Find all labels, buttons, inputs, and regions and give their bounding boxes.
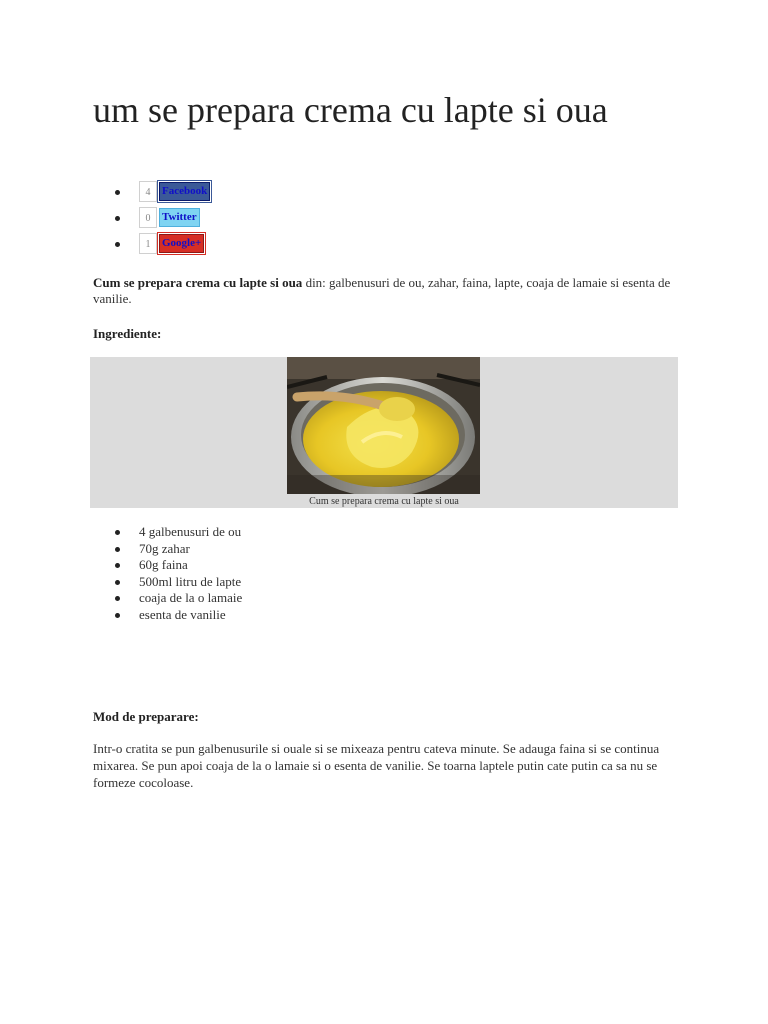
- list-bullet: [115, 190, 120, 195]
- cream-photo: [287, 357, 480, 494]
- ingredient-item: [93, 574, 242, 591]
- ingredient-text: 60g faina: [139, 557, 188, 573]
- share-list: [93, 180, 210, 258]
- method-heading: Mod de preparare:: [93, 709, 199, 724]
- figure-caption: Cum se prepara crema cu lapte si oua: [309, 496, 459, 507]
- ingredient-item: [93, 557, 242, 574]
- googleplus-share-button[interactable]: Google+: [159, 234, 204, 253]
- share-item-twitter: [93, 206, 210, 229]
- list-bullet: [115, 216, 120, 221]
- ingredient-text: 70g zahar: [139, 540, 190, 556]
- twitter-share-count: 0: [139, 207, 157, 228]
- googleplus-share-count: 1: [139, 233, 157, 254]
- list-bullet: [115, 563, 120, 568]
- intro-paragraph: [93, 275, 678, 307]
- cream-pot-image: [287, 357, 480, 494]
- list-bullet: [115, 613, 120, 618]
- ingredient-text: 500ml litru de lapte: [139, 573, 242, 589]
- ingredients-heading: Ingrediente:: [93, 326, 162, 341]
- ingredient-item: [93, 590, 242, 607]
- intro-bold-title: Cum se prepara crema cu lapte si oua: [93, 275, 303, 290]
- share-item-facebook: [93, 180, 210, 203]
- ingredient-text: coaja de la o lamaie: [139, 590, 243, 606]
- list-bullet: [115, 580, 120, 585]
- ingredient-text: 4 galbenusuri de ou: [139, 524, 242, 539]
- list-bullet: [115, 530, 120, 535]
- ingredient-item: [93, 541, 242, 558]
- page-title: um se prepara crema cu lapte si oua: [93, 90, 608, 130]
- ingredient-item: [93, 607, 242, 624]
- ingredient-text: esenta de vanilie: [139, 606, 226, 622]
- list-bullet: [115, 242, 120, 247]
- list-bullet: [115, 547, 120, 552]
- share-item-googleplus: [93, 232, 210, 255]
- recipe-figure: [90, 357, 678, 508]
- ingredient-item: [93, 524, 242, 541]
- intro-text: din: galbenusuri de ou, zahar, faina, lapte, coaja de lamaie si esenta de vanilie.: [93, 275, 671, 306]
- method-paragraph: Intr-o cratita se pun galbenusurile si ouale si se mixeaza pentru cateva minute. Se adauga faina si se continua mixarea. Se pun apoi coaja de la o lamaie si o esenta de vanilie. Se toarna laptele putin cate putin ca sa nu se formeze cocoloase.: [93, 741, 660, 790]
- list-bullet: [115, 596, 120, 601]
- twitter-share-button[interactable]: Twitter: [159, 208, 200, 227]
- facebook-share-button[interactable]: Facebook: [159, 182, 210, 201]
- facebook-share-count: 4: [139, 181, 157, 202]
- ingredient-list: [93, 524, 242, 624]
